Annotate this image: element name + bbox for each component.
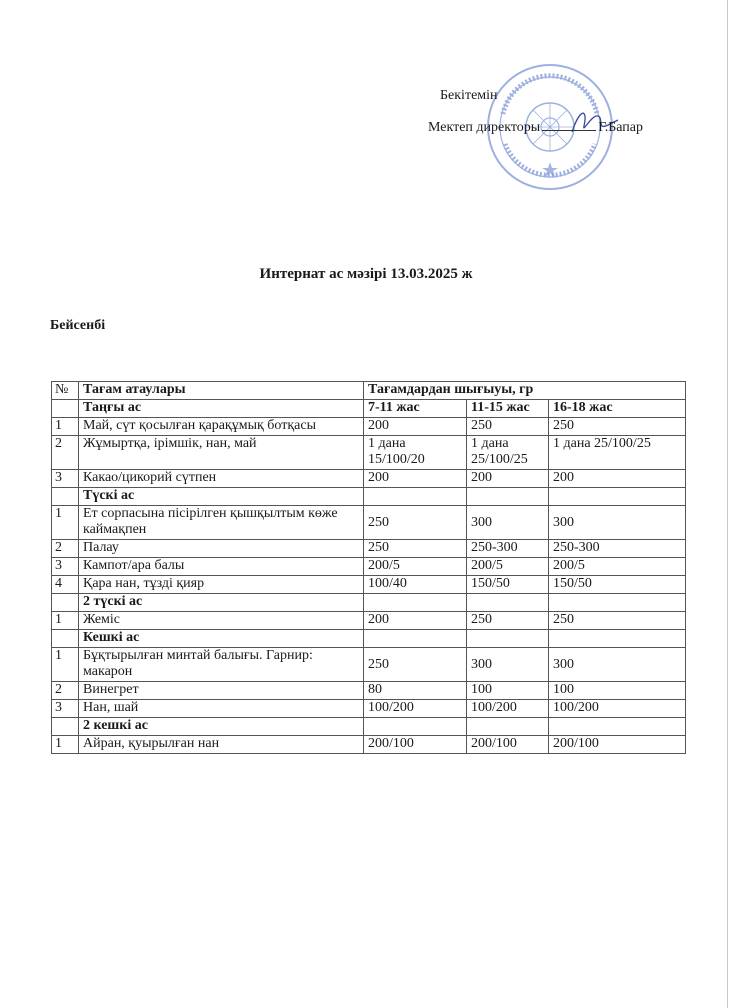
table-row [52,576,686,594]
portion-value: 200 [467,470,549,488]
age-group-header: 7-11 жас [364,400,467,418]
page-title: Интернат ас мәзірі 13.03.2025 ж [259,266,473,282]
empty-cell [549,594,686,612]
portion-value: 200/5 [549,558,686,576]
portion-value: 200/100 [467,736,549,754]
empty-cell [364,594,467,612]
day-label: Бейсенбі [50,318,106,333]
director-name: Г.Бапар [598,120,644,135]
empty-cell [467,488,549,506]
portion-value: 250-300 [467,540,549,558]
portion-value: 1 дана 15/100/20 [364,436,467,470]
portion-value: 1 дана 25/100/25 [549,436,686,470]
portion-value: 200/100 [364,736,467,754]
portion-value: 150/50 [549,576,686,594]
portion-value: 200 [364,470,467,488]
menu-table-body [52,382,686,754]
table-row [52,648,686,682]
empty-cell [364,630,467,648]
table-row [52,700,686,718]
portion-value: 250 [364,540,467,558]
table-row [52,436,686,470]
row-number: 1 [52,648,79,682]
portion-value: 200 [364,612,467,630]
portion-value: 100/40 [364,576,467,594]
header-num: № [52,382,79,400]
row-number: 1 [52,418,79,436]
dish-name: Айран, қуырылған нан [79,736,364,754]
menu-table [51,381,686,754]
row-number: 2 [52,540,79,558]
portion-value: 100/200 [549,700,686,718]
portion-value: 300 [549,648,686,682]
section-row [52,594,686,612]
section-num-cell [52,718,79,736]
section-name: 2 түскі ас [79,594,364,612]
header-yield: Тағамдардан шығыуы, гр [364,382,686,400]
section-row [52,718,686,736]
portion-value: 200 [549,470,686,488]
row-number: 2 [52,682,79,700]
director-line [428,120,643,136]
portion-value: 1 дана 25/100/25 [467,436,549,470]
row-number: 3 [52,558,79,576]
empty-cell [467,594,549,612]
header-dish: Тағам атаулары [79,382,364,400]
approval-block [0,0,732,210]
empty-cell [467,718,549,736]
table-row [52,418,686,436]
table-row [52,558,686,576]
portion-value: 300 [549,506,686,540]
portion-value: 80 [364,682,467,700]
row-number: 2 [52,436,79,470]
portion-value: 250 [467,612,549,630]
portion-value: 250 [549,418,686,436]
table-row [52,470,686,488]
row-number: 4 [52,576,79,594]
age-group-header: 16-18 жас [549,400,686,418]
table-row [52,736,686,754]
row-number: 3 [52,700,79,718]
row-number: 3 [52,470,79,488]
dish-name: Кампот/ара балы [79,558,364,576]
dish-name: Нан, шай [79,700,364,718]
portion-value: 300 [467,648,549,682]
director-title: Мектеп директоры [428,120,541,135]
empty-cell [549,630,686,648]
dish-name: Винегрет [79,682,364,700]
section-num-cell [52,594,79,612]
age-group-header: 11-15 жас [467,400,549,418]
section-name: Түскі ас [79,488,364,506]
table-header-row [52,382,686,400]
portion-value: 250 [467,418,549,436]
portion-value: 300 [467,506,549,540]
section-num-cell [52,400,79,418]
row-number: 1 [52,736,79,754]
section-name: 2 кешкі ас [79,718,364,736]
section-name: Таңғы ас [79,400,364,418]
portion-value: 150/50 [467,576,549,594]
portion-value: 100 [467,682,549,700]
table-row [52,540,686,558]
portion-value: 250 [549,612,686,630]
row-number: 1 [52,612,79,630]
section-num-cell [52,488,79,506]
empty-cell [364,718,467,736]
dish-name: Бұқтырылған минтай балығы. Гарнир: макарон [79,648,364,682]
empty-cell [549,718,686,736]
portion-value: 200/5 [467,558,549,576]
portion-value: 200 [364,418,467,436]
section-row [52,488,686,506]
portion-value: 200/5 [364,558,467,576]
portion-value: 100 [549,682,686,700]
section-row [52,400,686,418]
dish-name: Ет сорпасына пісірілген қышқылтым көже каймақпен [79,506,364,540]
empty-cell [364,488,467,506]
empty-cell [467,630,549,648]
table-row [52,682,686,700]
portion-value: 100/200 [467,700,549,718]
section-num-cell [52,630,79,648]
table-row [52,612,686,630]
dish-name: Жеміс [79,612,364,630]
dish-name: Какао/цикорий сүтпен [79,470,364,488]
dish-name: Май, сүт қосылған қарақұмық ботқасы [79,418,364,436]
signature-line [542,120,596,131]
empty-cell [549,488,686,506]
portion-value: 250 [364,506,467,540]
row-number: 1 [52,506,79,540]
table-row [52,506,686,540]
section-name: Кешкі ас [79,630,364,648]
portion-value: 100/200 [364,700,467,718]
portion-value: 250 [364,648,467,682]
portion-value: 250-300 [549,540,686,558]
dish-name: Қара нан, тұзді қияр [79,576,364,594]
approved-label: Бекітемін [440,88,498,103]
dish-name: Палау [79,540,364,558]
portion-value: 200/100 [549,736,686,754]
section-row [52,630,686,648]
dish-name: Жұмыртқа, ірімшік, нан, май [79,436,364,470]
